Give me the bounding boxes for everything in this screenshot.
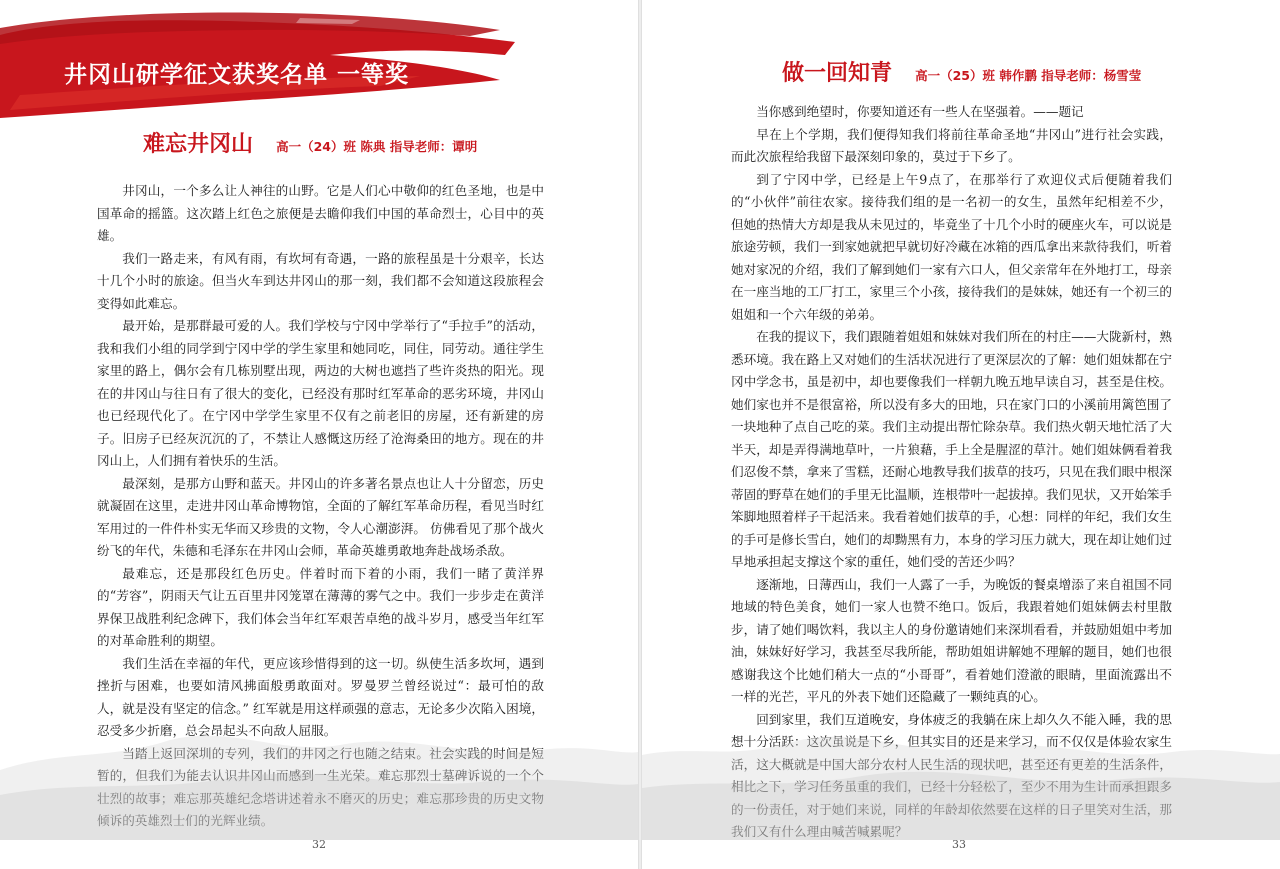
page-number: 33 [952,838,966,851]
paragraph: 回到家里，我们互道晚安，身体疲乏的我躺在床上却久久不能入睡，我的思想十分活跃：这次虽说是下乡，但其实目的还是来学习，而不仅仅是体验农家生活，这大概就是中国大部分农村人民生活的现状吧，甚至还有更差的生活条件，相比之下，学习任务虽重的我们，已经十分轻松了，至少不用为生计而承担跟多的一份责任，对于她们来说，同样的年龄却依然要在这样的日子里笑对生活，那我们又有什么理由喊苦喊累呢？ [731,711,1172,839]
paragraph: 到了宁冈中学，已经是上午9点了，在那举行了欢迎仪式后便随着我们的“小伙伴”前往农家。接待我们组的是一名初一的女生，虽然年纪相差不少，但她的热情大方却是我从未见过的，毕竟坐了十几个小时的硬座火车，可以说是旅途劳顿，我们一到家她就把早就切好冷藏在冰箱的西瓜拿出来款待我们，听着她对家况的介绍，我们了解到她们一家有六口人，但父亲常年在外地打工，母亲在一座当地的工厂打工，家里三个小孩，接待我们的是妹妹，她还有一个初三的姐姐和一个六年级的弟弟。 [731,171,1172,322]
right-page [642,0,1280,869]
right-article-header [782,56,1141,87]
award-banner-title: 井冈山研学征文获奖名单 一等奖 [64,62,410,88]
left-article-header [143,127,477,158]
paragraph: 最开始，是那群最可爱的人。我们学校与宁冈中学举行了“手拉手”的活动，我和我们小组的同学到宁冈中学的学生家里和她同吃，同住，同劳动。通往学生家里的路上，偶尔会有几栋别墅出现，两边的大树也遮挡了些许炎热的阳光。现在的井冈山与往日有了很大的变化，已经没有那时红军革命的恶劣环境，井冈山也已经现代化了。在宁冈中学学生家里不仅有之前老旧的房屋，还有新建的房子。旧房子已经灰沉沉的了，不禁让人感慨这历经了沧海桑田的地方。现在的井冈山上，人们拥有着快乐的生活。 [97,318,544,468]
mountain-wash-decoration [642,700,1280,840]
paragraph: 当踏上返回深圳的专列，我们的井冈之行也随之结束。社会实践的时间是短暂的，但我们为能去认识井冈山而感到一生光荣。难忘那烈士墓碑诉说的一个个壮烈的故事；难忘那英雄纪念塔讲述着永不磨灭的历史；难忘那珍贵的历史文物倾诉的英雄烈士们的光辉业绩。 [97,745,544,828]
paragraph: 在我的提议下，我们跟随着姐姐和妹妹对我们所在的村庄——大陇新村，熟悉环境。我在路上又对她们的生活状况进行了更深层次的了解：她们姐妹都在宁冈中学念书，虽是初中，却也要像我们一样朝九晚五地早读自习，甚至是住校。她们家也并不是很富裕，所以没有多大的田地，只在家门口的小溪前用篱笆围了一块地种了点自己吃的菜。我们主动提出帮忙除杂草。我们热火朝天地忙活了大半天，却是弄得满地草叶，一片狼藉，手上全是腥涩的草汁。她们姐妹俩看着我们忍俊不禁，拿来了雪糕，还耐心地教导我们拔草的技巧，只见在我们眼中根深蒂固的野草在她们的手里无比温顺，连根带叶一起拔掉。我们见状，又开始笨手笨脚地照着样子干起活来。我看着她们拔草的手，心想：同样的年纪，我们女生的手可是修长雪白，她们的却黝黑有力，本身的学习压力就大，现在却让她们过早地承担起支撑这个家的重任，她们受的苦还少吗？ [731,329,1172,569]
paragraph: 逐渐地，日薄西山，我们一人露了一手，为晚饭的餐桌增添了来自祖国不同地域的特色美食，她们一家人也赞不绝口。饭后，我跟着她们姐妹俩去村里散步，请了她们喝饮料，我以主人的身份邀请她们来深圳看看，并鼓励姐姐中考加油，妹妹好好学习，我甚至尽我所能，帮助姐姐讲解她不理解的题目，她们也很感谢我这个比她们稍大一点的“小哥哥”，看着她们澄澈的眼睛，里面流露出不一样的光芒，平凡的外表下她们还隐藏了一颗纯真的心。 [731,576,1172,704]
article-byline: 高一（25）班 韩作鹏 指导老师：杨雪莹 [915,68,1142,83]
left-page [0,0,638,869]
mountain-wash-decoration [0,700,638,840]
paragraph: 早在上个学期，我们便得知我们将前往革命圣地“井冈山”进行社会实践，而此次旅程给我留下最深刻印象的，莫过于下乡了。 [731,126,1172,164]
paragraph: 最难忘，还是那段红色历史。伴着时而下着的小雨，我们一睹了黄洋界的“芳容”，阴雨天气让五百里井冈笼罩在薄薄的雾气之中。我们一步步走在黄洋界保卫战胜利纪念碑下，我们体会当年红军艰苦卓绝的战斗岁月，感受当年红军的对革命胜利的期望。 [97,565,544,648]
paragraph: 井冈山，一个多么让人神往的山野。它是人们心中敬仰的红色圣地，也是中国革命的摇篮。这次踏上红色之旅便是去瞻仰我们中国的革命烈士，心目中的英雄。 [97,183,544,243]
paragraph: 最深刻，是那方山野和蓝天。井冈山的许多著名景点也让人十分留恋，历史就凝固在这里，走进井冈山革命博物馆，全面的了解红军革命历程，看见当时红军用过的一件件朴实无华而又珍贵的文物，令人心潮澎湃。 仿佛看见了那个战火纷飞的年代，朱德和毛泽东在井冈山会师，革命英雄勇敢地奔赴战场杀敌。 [97,475,544,558]
paragraph: 我们生活在幸福的年代，更应该珍惜得到的这一切。纵使生活多坎坷，遇到挫折与困难，也要如清风拂面般勇敢面对。罗曼罗兰曾经说过“：最可怕的敌人，就是没有坚定的信念。” 红军就是用这样顽强的意志，无论多少次陷入困境，忍受多少折磨，总会昂起头不向敌人屈服。 [97,655,544,738]
paragraph: 我们一路走来，有风有雨，有坎坷有奇遇，一路的旅程虽是十分艰辛，长达十几个小时的旅途。但当火车到达井冈山的那一刻，我们都不会知道这段旅程会变得如此难忘。 [97,250,544,311]
article-title: 难忘井冈山 [143,132,254,157]
page-number: 32 [312,838,326,851]
article-byline: 高一（24）班 陈典 指导老师：谭明 [276,139,478,154]
article-title: 做一回知青 [782,61,893,86]
paragraph: 当你感到绝望时，你要知道还有一些人在坚强着。——题记 [756,104,1084,119]
